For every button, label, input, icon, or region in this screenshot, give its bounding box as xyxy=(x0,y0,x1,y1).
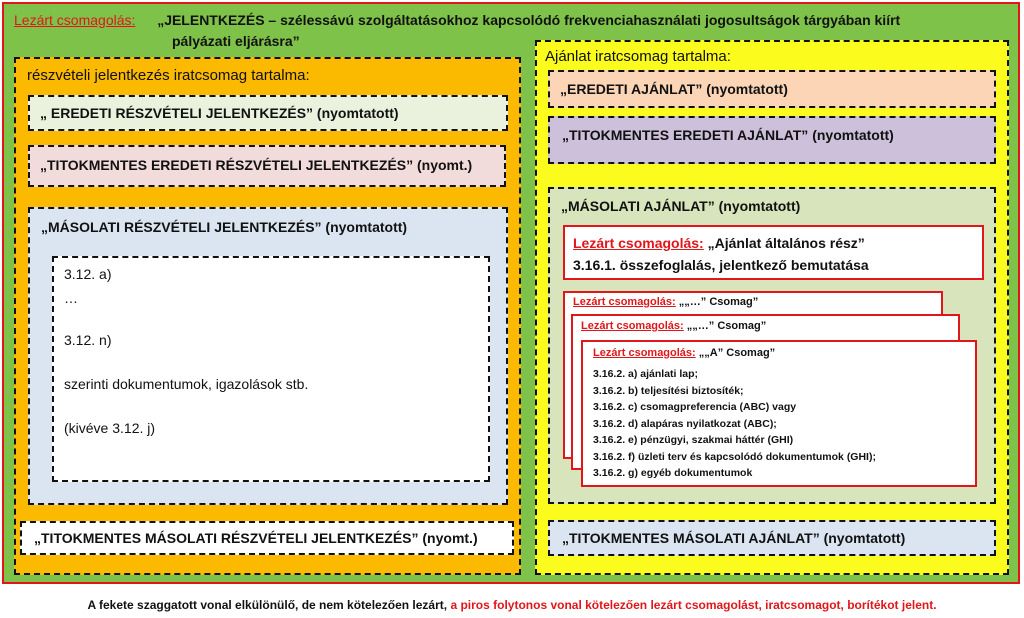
left-secretfree-copy-box xyxy=(20,521,514,555)
package-front-title-row xyxy=(593,347,775,359)
package-front-sealed-label: Lezárt csomagolás: xyxy=(593,347,696,359)
package-item: 3.16.2. e) pénzügyi, szakmai háttér (GHI) xyxy=(593,434,794,446)
outer-title-line1: „JELENTKEZÉS – szélessávú szolgáltatásokhoz kapcsolódó frekvenciahasználati jogosultságok tárgyában kiírt xyxy=(157,12,901,28)
package-back-sealed-label: Lezárt csomagolás: xyxy=(573,296,676,308)
package-mid-title: „„…” Csomag” xyxy=(686,320,767,332)
right-secretfree-original-label: „TITOKMENTES EREDETI AJÁNLAT” (nyomtatott) xyxy=(562,127,894,143)
package-item: 3.16.2. b) teljesítési biztosíték; xyxy=(593,384,744,397)
package-mid-title-row xyxy=(581,320,766,332)
right-secretfree-copy-box xyxy=(548,520,996,556)
package-item: 3.16.2. g) egyéb dokumentumok xyxy=(593,467,753,479)
package-back-title: „„…” Csomag” xyxy=(678,296,759,308)
legend-footnote xyxy=(0,598,1024,612)
package-item: 3.16.2. c) csomagpreferencia (ABC) vagy xyxy=(593,401,797,413)
right-secretfree-copy-label: „TITOKMENTES MÁSOLATI AJÁNLAT” (nyomtatott) xyxy=(562,530,906,546)
left-original-box xyxy=(28,95,508,131)
outer-title-line2: pályázati eljárásra” xyxy=(172,33,300,49)
left-copy-title: „MÁSOLATI RÉSZVÉTELI JELENTKEZÉS” (nyomtatott) xyxy=(41,219,408,235)
inner-line-3: 3.12. n) xyxy=(64,332,112,348)
right-panel-heading: Ajánlat iratcsomag tartalma: xyxy=(545,48,731,65)
inner-line-5: (kivéve 3.12. j) xyxy=(64,420,156,436)
package-item: 3.16.2. a) ajánlati lap; xyxy=(593,368,699,380)
outer-sealed-label: Lezárt csomagolás: xyxy=(14,12,136,28)
general-part-title: „Ajánlat általános rész” xyxy=(707,235,865,251)
left-panel-heading: részvételi jelentkezés iratcsomag tartalma: xyxy=(27,67,310,84)
right-original-label: „EREDETI AJÁNLAT” (nyomtatott) xyxy=(560,81,788,97)
right-original-box xyxy=(548,70,996,108)
general-part-line2: 3.16.1. összefoglalás, jelentkező bemutatása xyxy=(573,257,869,273)
right-secretfree-original-box xyxy=(548,116,996,164)
left-copy-inner-box xyxy=(52,256,490,482)
package-back-title-row xyxy=(573,296,758,308)
package-item: 3.16.2. f) üzleti terv és kapcsolódó dokumentumok (GHI); xyxy=(593,450,876,463)
inner-line-2: … xyxy=(64,290,78,306)
general-part-title-row xyxy=(573,234,865,252)
outer-title xyxy=(14,10,1014,30)
inner-line-1: 3.12. a) xyxy=(64,266,112,282)
left-original-label: „ EREDETI RÉSZVÉTELI JELENTKEZÉS” (nyomtatott) xyxy=(40,105,399,121)
package-front-box xyxy=(581,340,977,487)
inner-line-4: szerinti dokumentumok, igazolások stb. xyxy=(64,376,309,392)
package-front-items xyxy=(593,366,876,482)
legend-red-solid: a piros folytonos vonal kötelezően lezárt csomagolást, iratcsomagot, borítékot jelent. xyxy=(450,598,937,612)
left-secretfree-copy-label: „TITOKMENTES MÁSOLATI RÉSZVÉTELI JELENTKEZÉS” (nyomt.) xyxy=(34,530,478,546)
legend-black-dashed: A fekete szaggatott vonal elkülönülő, de nem kötelezően lezárt, xyxy=(87,598,448,612)
left-secretfree-original-box xyxy=(28,145,506,187)
left-secretfree-original-label: „TITOKMENTES EREDETI RÉSZVÉTELI JELENTKEZÉS” (nyomt.) xyxy=(40,157,473,173)
right-copy-title: „MÁSOLATI AJÁNLAT” (nyomtatott) xyxy=(561,198,801,214)
package-item: 3.16.2. d) alapáras nyilatkozat (ABC); xyxy=(593,417,777,430)
package-mid-sealed-label: Lezárt csomagolás: xyxy=(581,320,684,332)
general-part-sealed-label: Lezárt csomagolás: xyxy=(573,235,704,251)
package-front-title: „„A” Csomag” xyxy=(698,347,776,359)
